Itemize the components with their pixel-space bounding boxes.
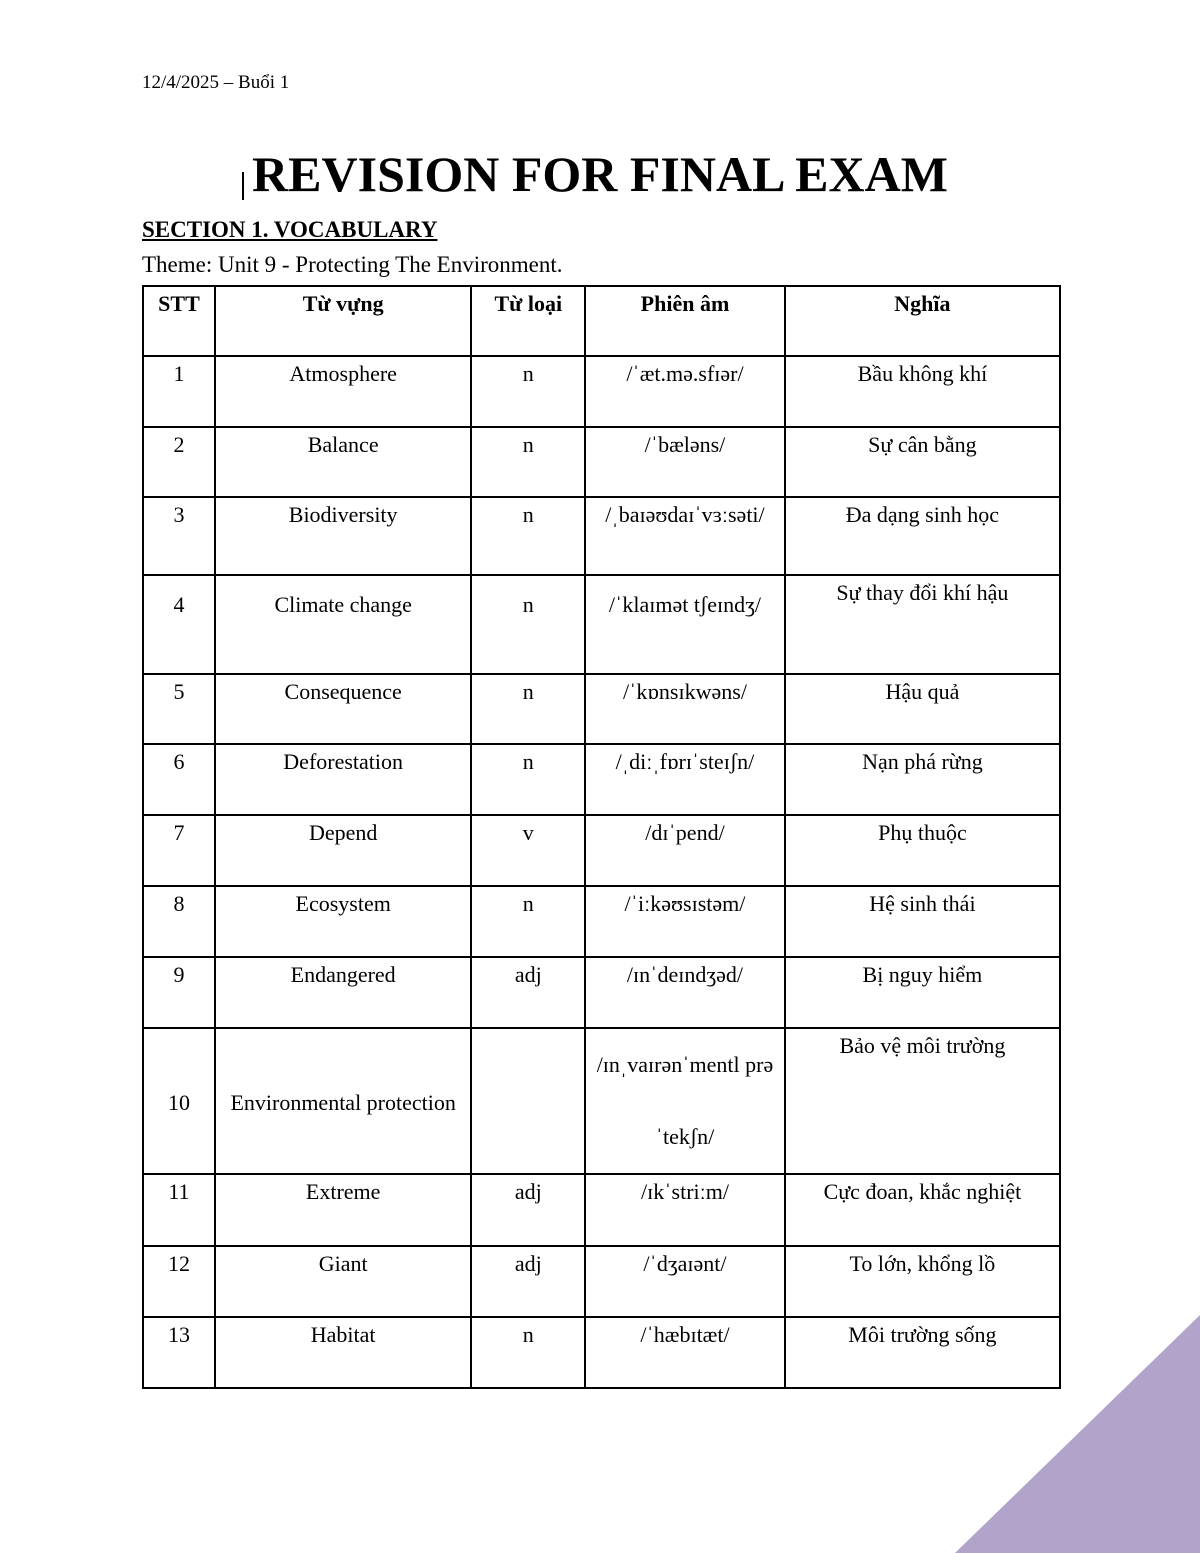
cell-ipa: /ˌbaɪəʊdaɪˈvɜːsəti/ <box>585 497 785 575</box>
column-header: Phiên âm <box>585 286 785 356</box>
cell-pos: n <box>471 497 585 575</box>
cell-stt: 9 <box>143 957 215 1028</box>
cell-pos: n <box>471 744 585 815</box>
cell-meaning: Cực đoan, khắc nghiệt <box>785 1174 1060 1246</box>
cell-ipa: /ˈdʒaɪənt/ <box>585 1246 785 1317</box>
cell-stt: 13 <box>143 1317 215 1388</box>
column-header: STT <box>143 286 215 356</box>
cell-ipa: /ˈbæləns/ <box>585 427 785 497</box>
table-row <box>143 674 1060 744</box>
cell-stt: 2 <box>143 427 215 497</box>
cell-stt: 4 <box>143 575 215 674</box>
cell-word: Deforestation <box>215 744 472 815</box>
table-row <box>143 886 1060 957</box>
cell-ipa: /ˌdiːˌfɒrɪˈsteɪʃn/ <box>585 744 785 815</box>
cell-meaning: Bầu không khí <box>785 356 1060 427</box>
cell-meaning: Phụ thuộc <box>785 815 1060 886</box>
cell-word: Giant <box>215 1246 472 1317</box>
cell-meaning: Bị nguy hiểm <box>785 957 1060 1028</box>
table-row <box>143 575 1060 674</box>
cell-stt: 10 <box>143 1028 215 1174</box>
cell-stt: 7 <box>143 815 215 886</box>
cell-ipa: /ɪkˈstriːm/ <box>585 1174 785 1246</box>
column-header: Từ loại <box>471 286 585 356</box>
cell-ipa: /ɪnˌvaɪrənˈmentl prəˈtekʃn/ <box>585 1028 785 1174</box>
cell-pos: v <box>471 815 585 886</box>
cell-pos: adj <box>471 957 585 1028</box>
table-row <box>143 497 1060 575</box>
table-row <box>143 427 1060 497</box>
cell-pos: adj <box>471 1174 585 1246</box>
table-row <box>143 356 1060 427</box>
cell-meaning: To lớn, khổng lồ <box>785 1246 1060 1317</box>
cell-stt: 8 <box>143 886 215 957</box>
cell-meaning: Sự cân bằng <box>785 427 1060 497</box>
cell-stt: 3 <box>143 497 215 575</box>
cell-stt: 11 <box>143 1174 215 1246</box>
cell-word: Extreme <box>215 1174 472 1246</box>
cell-word: Ecosystem <box>215 886 472 957</box>
cell-stt: 1 <box>143 356 215 427</box>
cell-ipa: /dɪˈpend/ <box>585 815 785 886</box>
section-heading: SECTION 1. VOCABULARY <box>142 217 438 242</box>
cell-word: Atmosphere <box>215 356 472 427</box>
cell-word: Endangered <box>215 957 472 1028</box>
cell-word: Climate change <box>215 575 472 674</box>
column-header: Từ vựng <box>215 286 472 356</box>
cell-stt: 12 <box>143 1246 215 1317</box>
column-header: Nghĩa <box>785 286 1060 356</box>
cell-word: Balance <box>215 427 472 497</box>
table-row <box>143 744 1060 815</box>
cell-word: Environmental protection <box>215 1028 472 1174</box>
cell-pos: adj <box>471 1246 585 1317</box>
cell-ipa: /ɪnˈdeɪndʒəd/ <box>585 957 785 1028</box>
page-header: 12/4/2025 – Buổi 1 <box>142 72 290 93</box>
page-title: REVISION FOR FINAL EXAM <box>252 146 948 202</box>
cell-meaning: Nạn phá rừng <box>785 744 1060 815</box>
cell-pos: n <box>471 1317 585 1388</box>
vocabulary-table <box>142 285 1061 1389</box>
cell-meaning: Hệ sinh thái <box>785 886 1060 957</box>
cell-pos: n <box>471 674 585 744</box>
cell-ipa: /ˈiːkəʊsɪstəm/ <box>585 886 785 957</box>
cell-word: Habitat <box>215 1317 472 1388</box>
theme-line: Theme: Unit 9 - Protecting The Environment. <box>142 252 563 277</box>
cell-ipa: /ˈkɒnsɪkwəns/ <box>585 674 785 744</box>
decorative-triangle <box>955 1315 1200 1553</box>
cell-meaning: Môi trường sống <box>785 1317 1060 1388</box>
cell-meaning: Hậu quả <box>785 674 1060 744</box>
cell-meaning: Bảo vệ môi trường <box>785 1028 1060 1174</box>
cell-word: Depend <box>215 815 472 886</box>
table-row <box>143 815 1060 886</box>
cell-meaning: Đa dạng sinh học <box>785 497 1060 575</box>
table-row <box>143 1246 1060 1317</box>
table-row <box>143 957 1060 1028</box>
cell-ipa: /ˈhæbɪtæt/ <box>585 1317 785 1388</box>
table-row <box>143 1174 1060 1246</box>
cell-stt: 5 <box>143 674 215 744</box>
cell-word: Consequence <box>215 674 472 744</box>
cell-pos: n <box>471 356 585 427</box>
cell-ipa: /ˈæt.mə.sfɪər/ <box>585 356 785 427</box>
cell-ipa: /ˈklaɪmət tʃeɪndʒ/ <box>585 575 785 674</box>
cell-pos <box>471 1028 585 1174</box>
cell-meaning: Sự thay đổi khí hậu <box>785 575 1060 674</box>
cell-word: Biodiversity <box>215 497 472 575</box>
cell-stt: 6 <box>143 744 215 815</box>
cell-pos: n <box>471 575 585 674</box>
table-row <box>143 1028 1060 1174</box>
cell-pos: n <box>471 427 585 497</box>
cell-pos: n <box>471 886 585 957</box>
table-row <box>143 1317 1060 1388</box>
